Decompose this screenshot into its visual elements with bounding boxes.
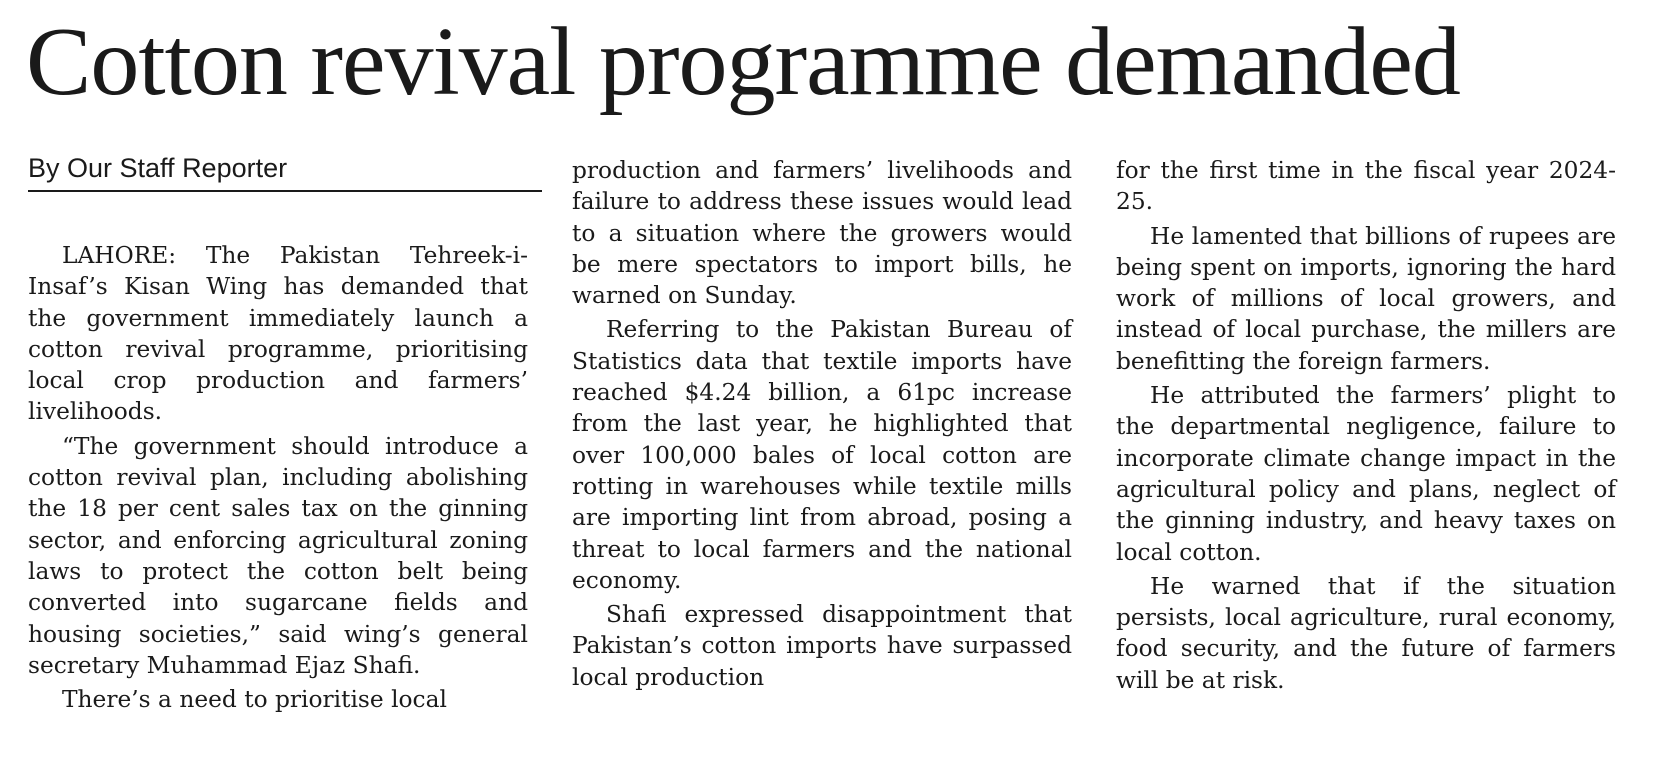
paragraph-plight-attribution: He attributed the farmers’ plight to the departmental negligence, failure to incorporate climate change impact in the agricultural policy and plans, neglect of the ginning industry, and heavy taxes on local cotton. — [1116, 382, 1616, 566]
article-column-1 — [28, 240, 528, 718]
article-column-2 — [572, 155, 1072, 696]
paragraph-quote: “The government should introduce a cotton revival plan, including abolishing the 18 per cent sales tax on the ginning sector, and enforcing agricultural zoning laws to protect the cotton belt being converted into sugarcane fields and housing societies,” said wing’s general secretary Muhammad Ejaz Shafi. — [28, 432, 528, 679]
article-column-3 — [1116, 155, 1616, 699]
paragraph-imports-lament: He lamented that billions of rupees are being spent on imports, ignoring the hard work of millions of local growers, and instead of local purchase, the millers are benefitting the foreign farmers. — [1116, 222, 1616, 375]
article-headline: Cotton revival programme demanded — [26, 8, 1460, 116]
paragraph-prioritise-continued: production and farmers’ livelihoods and failure to address these issues would lead to a situation where the growers would be mere spectators to import bills, he warned on Sunday. — [572, 157, 1072, 310]
paragraph-bureau-statistics: Referring to the Pakistan Bureau of Statistics data that textile imports have reached $4.24 billion, a 61pc increase from the last year, he highlighted that over 100,000 bales of local cotton are rotting in warehouses while textile mills are importing lint from abroad, posing a threat to local farmers and the national economy. — [572, 316, 1072, 594]
paragraph-dateline-intro: LAHORE: The Pakistan Tehreek-i-Insaf’s Kisan Wing has demanded that the government immediately launch a cotton revival programme, prioritising local crop production and farmers’ livelihoods. — [28, 242, 528, 426]
paragraph-warning: He warned that if the situation persists, local agriculture, rural economy, food security, and the future of farmers will be at risk. — [1116, 572, 1616, 694]
paragraph-prioritise-start: There’s a need to prioritise local — [62, 686, 447, 714]
article-byline: By Our Staff Reporter — [28, 150, 542, 192]
paragraph-disappointment-start: Shafi expressed disappointment that Pakistan’s cotton imports have surpassed local production — [572, 601, 1072, 691]
paragraph-disappointment-continued: for the first time in the fiscal year 2024-25. — [1116, 157, 1616, 216]
